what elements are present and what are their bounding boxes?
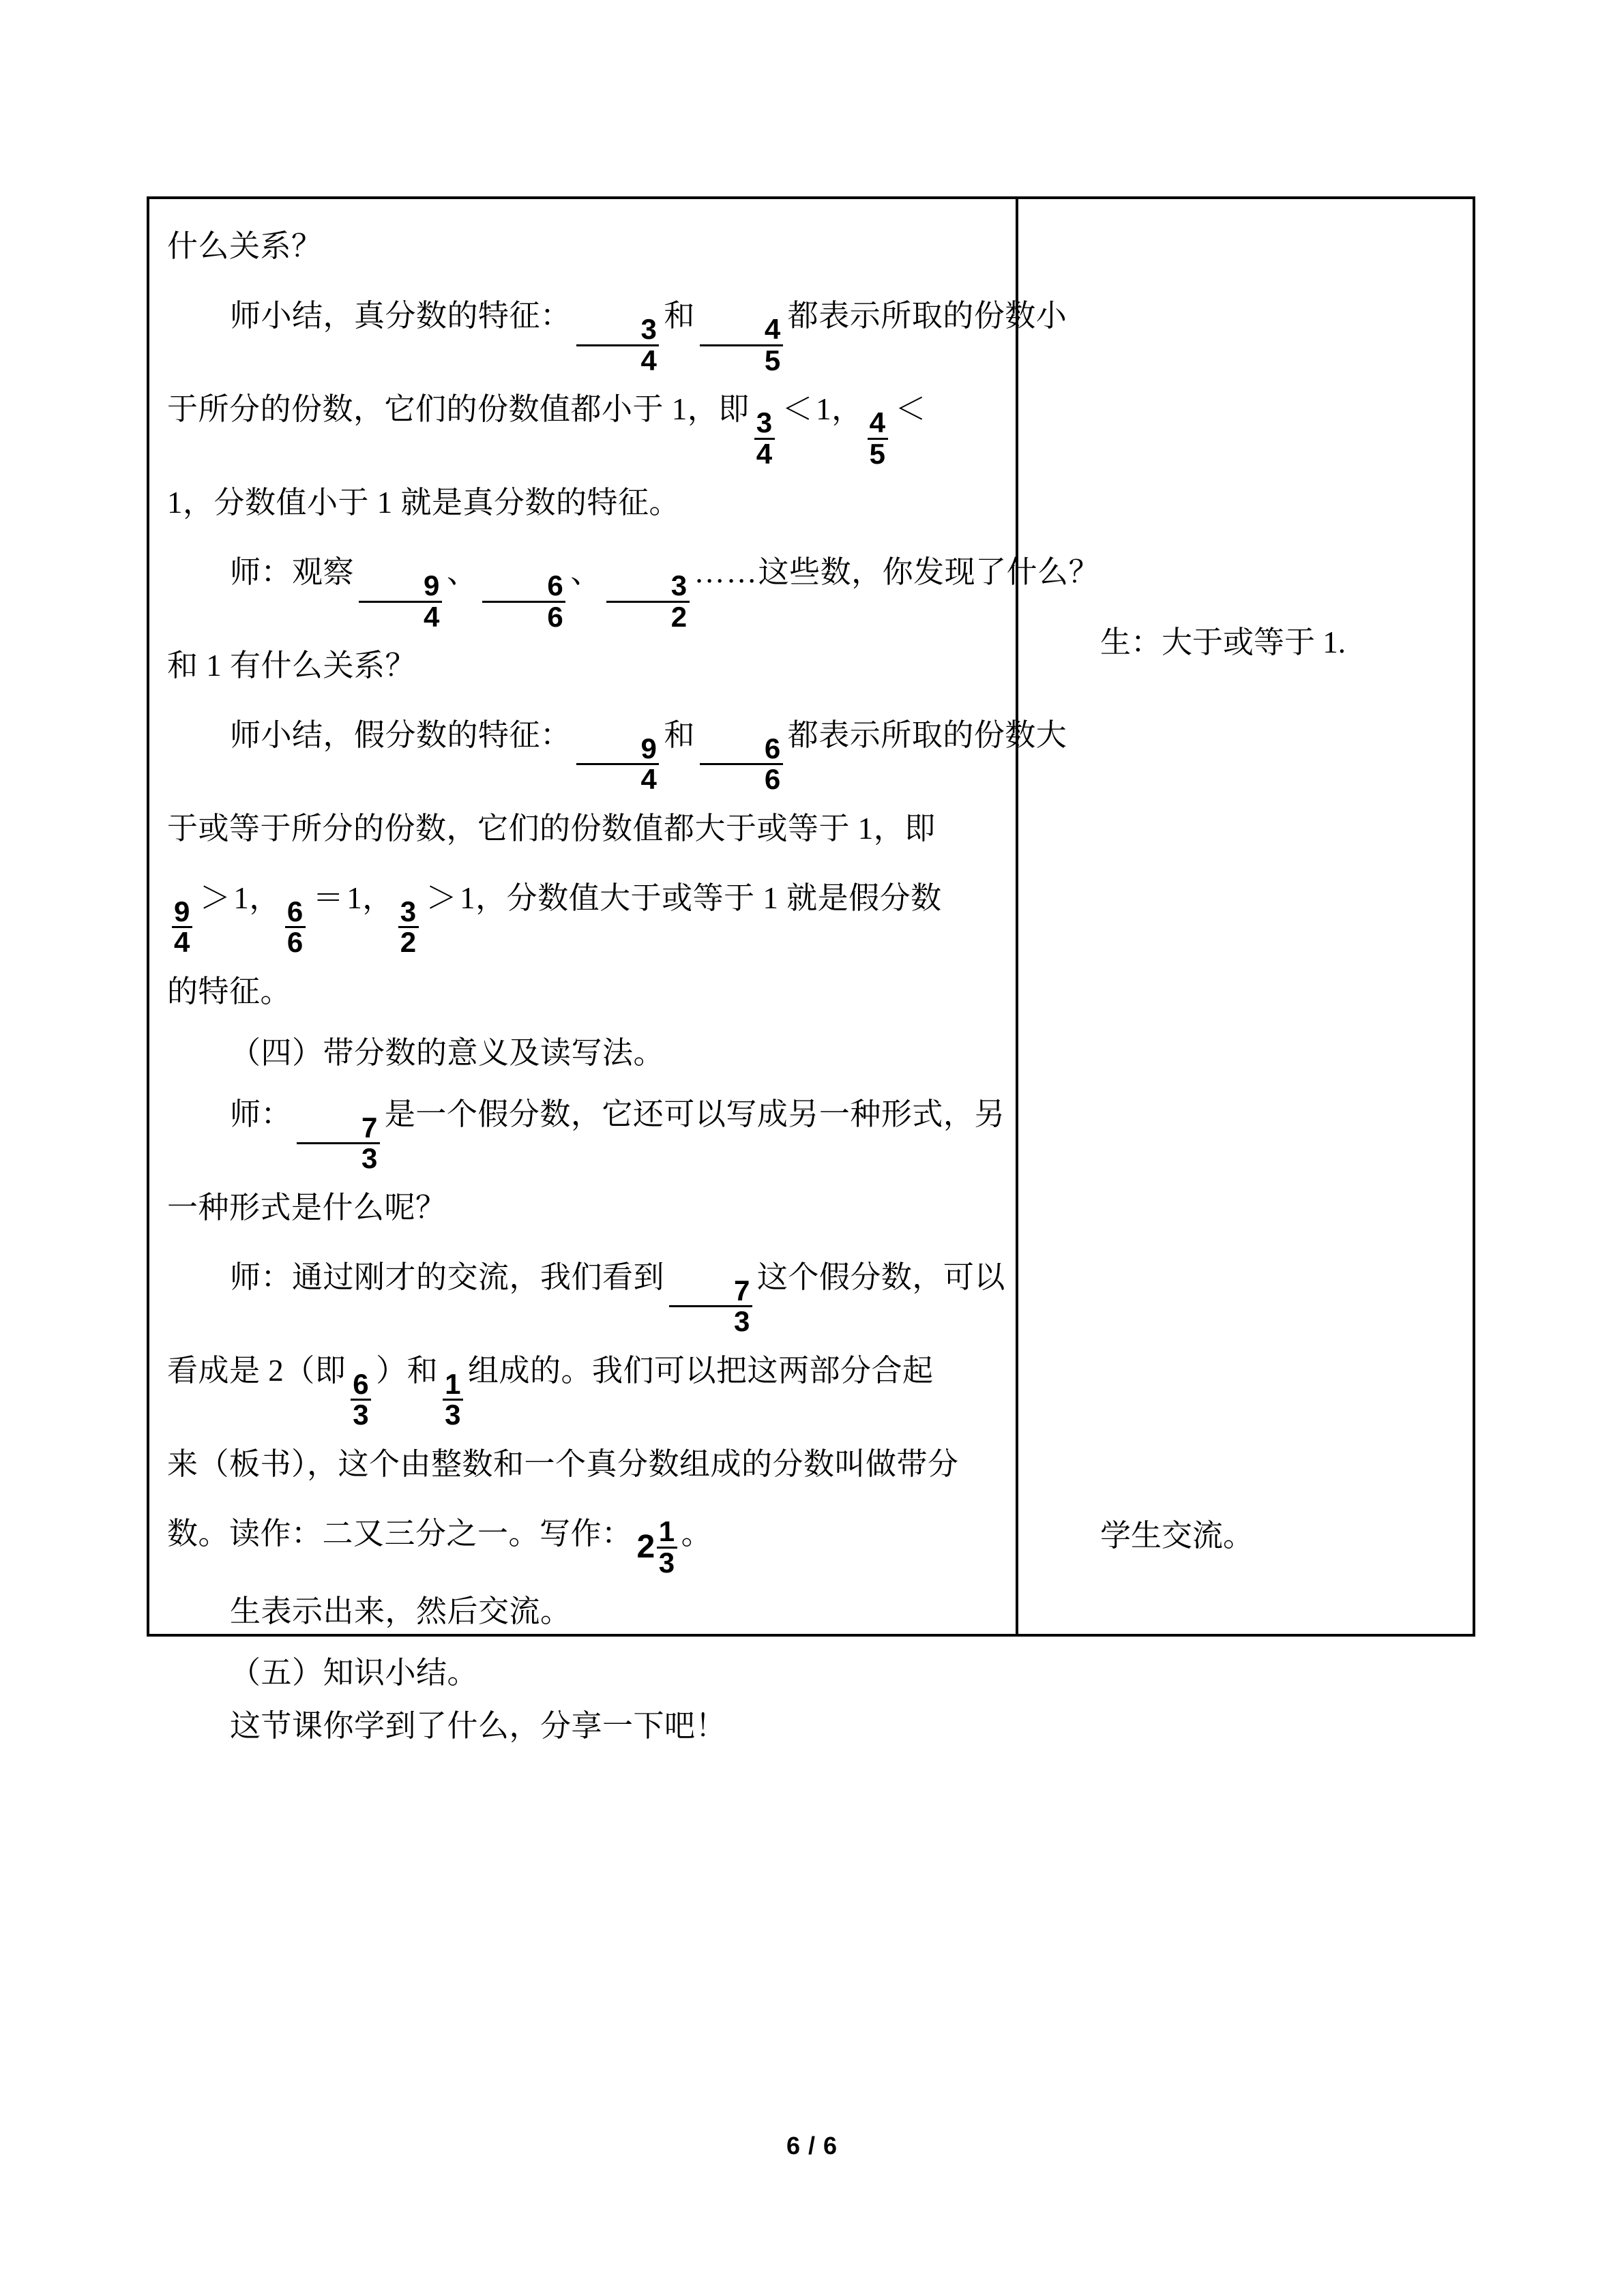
text-line bbox=[167, 1336, 998, 1429]
fraction-7-3 bbox=[297, 1114, 380, 1173]
fraction-numerator: 3 bbox=[640, 313, 658, 346]
table-cell-teaching-activity bbox=[149, 199, 1100, 1743]
line-text: 来（板书），这个由整数和一个真分数组成的分数叫做带分 bbox=[167, 1446, 959, 1481]
text-line bbox=[167, 863, 998, 957]
line-text: 的特征。 bbox=[167, 974, 292, 1009]
fraction-4-5 bbox=[700, 313, 783, 376]
fraction-6-6 bbox=[700, 732, 783, 796]
fraction-denominator: 3 bbox=[443, 1399, 463, 1429]
fraction-6-3 bbox=[351, 1367, 371, 1431]
line-text: 1， bbox=[233, 880, 280, 915]
less-than-operator: ＜ bbox=[782, 391, 814, 426]
fraction-denominator: 3 bbox=[669, 1305, 752, 1335]
text-line bbox=[167, 957, 998, 1026]
text-line bbox=[167, 1699, 998, 1753]
line-text: 1， bbox=[816, 391, 863, 426]
line-text: 组成的。我们可以把这两部分合起 bbox=[468, 1353, 934, 1388]
text-line bbox=[167, 1499, 998, 1577]
fraction-denominator: 4 bbox=[172, 926, 192, 956]
fraction-numerator: 6 bbox=[353, 1367, 370, 1400]
fraction-numerator: 6 bbox=[764, 732, 781, 765]
text-line bbox=[167, 1429, 998, 1499]
fraction-numerator: 3 bbox=[670, 569, 688, 602]
text-line bbox=[167, 211, 998, 281]
fraction-numerator: 1 bbox=[445, 1367, 461, 1400]
fraction-3-4 bbox=[576, 313, 660, 376]
line-text: 这节课你学到了什么，分享一下吧！ bbox=[230, 1709, 727, 1743]
fraction-denominator: 4 bbox=[754, 438, 775, 468]
line-text: 1，分数值大于或等于 1 就是假分数 bbox=[460, 880, 942, 915]
fraction-numerator: 3 bbox=[400, 895, 417, 928]
fraction-denominator: 3 bbox=[351, 1399, 371, 1429]
line-text: 是一个假分数，它还可以写成另一种形式，另 bbox=[384, 1097, 1005, 1131]
line-text: 什么关系？ bbox=[167, 229, 323, 263]
fraction-denominator: 6 bbox=[482, 601, 565, 631]
line-text: 一种形式是什么呢？ bbox=[167, 1190, 447, 1225]
fraction-1-3 bbox=[657, 1515, 677, 1579]
line-text: 师： bbox=[230, 1097, 293, 1131]
line-text: 师：观察 bbox=[230, 554, 355, 589]
fraction-denominator: 5 bbox=[868, 438, 888, 468]
fraction-9-4 bbox=[576, 732, 660, 796]
fraction-3-2 bbox=[606, 569, 690, 633]
line-text: 、 bbox=[446, 554, 478, 589]
page-footer: 6 / 6 bbox=[786, 2132, 838, 2160]
line-text: 、 bbox=[570, 554, 602, 589]
fraction-denominator: 2 bbox=[398, 926, 419, 956]
fraction-numerator: 6 bbox=[286, 895, 304, 928]
fraction-numerator: 9 bbox=[424, 569, 440, 602]
line-text: 和 bbox=[664, 717, 695, 752]
text-line bbox=[167, 631, 998, 700]
fraction-numerator: 9 bbox=[640, 732, 658, 765]
text-line bbox=[167, 794, 998, 863]
text-line bbox=[167, 1242, 1005, 1338]
text-line bbox=[167, 1173, 998, 1242]
fraction-9-4 bbox=[359, 569, 442, 633]
line-text: 这些数，你发现了什么？ bbox=[758, 554, 1100, 589]
line-text: 于或等于所分的份数，它们的份数值都大于或等于 1，即 bbox=[167, 811, 936, 846]
table-cell-student-response bbox=[1018, 199, 1473, 1634]
fraction-9-4 bbox=[172, 895, 192, 959]
less-than-operator: ＜ bbox=[895, 391, 927, 426]
line-text: 师：通过刚才的交流，我们看到 bbox=[230, 1259, 665, 1294]
text-line bbox=[167, 374, 998, 468]
line-text: （四）带分数的意义及读写法。 bbox=[230, 1035, 665, 1070]
greater-than-operator: ＞ bbox=[199, 880, 231, 915]
text-line bbox=[167, 1026, 998, 1079]
lesson-plan-table bbox=[147, 196, 1475, 1743]
line-text: 数。读作：二又三分之一。写作： bbox=[167, 1516, 633, 1551]
equals-operator: ＝ bbox=[312, 880, 344, 915]
fraction-numerator: 4 bbox=[869, 406, 886, 439]
fraction-numerator: 9 bbox=[174, 895, 190, 928]
text-line bbox=[167, 468, 998, 537]
fraction-1-3 bbox=[443, 1367, 463, 1431]
fraction-denominator: 5 bbox=[700, 344, 783, 374]
fraction-denominator: 4 bbox=[576, 763, 660, 793]
fraction-denominator: 6 bbox=[700, 763, 783, 793]
line-text: 师小结，假分数的特征： bbox=[230, 717, 572, 752]
text-line bbox=[167, 281, 1067, 376]
line-text: （五）知识小结。 bbox=[230, 1656, 479, 1690]
line-text: ）和 bbox=[376, 1353, 439, 1388]
line-text: 这个假分数，可以 bbox=[756, 1259, 1005, 1294]
line-text: 。 bbox=[681, 1516, 713, 1551]
line-text: 都表示所取的份数小 bbox=[787, 299, 1067, 333]
fraction-numerator: 6 bbox=[547, 569, 564, 602]
fraction-denominator: 4 bbox=[359, 601, 442, 631]
fraction-denominator: 4 bbox=[576, 344, 660, 374]
fraction-7-3 bbox=[669, 1274, 752, 1338]
fraction-denominator: 2 bbox=[606, 601, 690, 631]
text-line bbox=[167, 1646, 998, 1699]
line-text: 看成是 2（即 bbox=[167, 1353, 346, 1388]
line-text: 和 1 有什么关系？ bbox=[167, 648, 417, 683]
line-text: 都表示所取的份数大 bbox=[787, 717, 1067, 752]
ellipsis-mark: …… bbox=[694, 554, 758, 589]
fraction-6-6 bbox=[482, 569, 565, 633]
greater-than-operator: ＞ bbox=[426, 880, 458, 915]
text-line bbox=[167, 1079, 1005, 1175]
fraction-denominator: 3 bbox=[297, 1142, 380, 1172]
line-text: 1，分数值小于 1 就是真分数的特征。 bbox=[167, 485, 681, 520]
fraction-numerator: 1 bbox=[658, 1515, 675, 1548]
mixed-number-2-1-3 bbox=[636, 1515, 677, 1579]
text-line bbox=[167, 1577, 998, 1646]
fraction-numerator: 7 bbox=[734, 1274, 750, 1307]
line-text: 和 bbox=[664, 299, 695, 333]
line-text: 1， bbox=[346, 880, 394, 915]
student-response-line: 生：大于或等于 1. bbox=[1100, 625, 1346, 659]
fraction-4-5 bbox=[868, 406, 888, 470]
text-line bbox=[167, 700, 1067, 796]
fraction-denominator: 3 bbox=[657, 1547, 677, 1577]
line-text: 生表示出来，然后交流。 bbox=[230, 1594, 572, 1628]
line-text: 师小结，真分数的特征： bbox=[230, 299, 572, 333]
text-line bbox=[167, 537, 1100, 633]
fraction-3-2 bbox=[398, 895, 419, 959]
fraction-denominator: 6 bbox=[285, 926, 306, 956]
student-response-line: 学生交流。 bbox=[1100, 1519, 1254, 1553]
mixed-whole-part: 2 bbox=[636, 1529, 655, 1566]
line-text: 于所分的份数，它们的份数值都小于 1，即 bbox=[167, 391, 750, 426]
fraction-numerator: 7 bbox=[361, 1112, 378, 1144]
fraction-numerator: 3 bbox=[756, 406, 773, 439]
fraction-3-4 bbox=[754, 406, 775, 470]
fraction-numerator: 4 bbox=[764, 313, 781, 346]
fraction-6-6 bbox=[285, 895, 306, 959]
